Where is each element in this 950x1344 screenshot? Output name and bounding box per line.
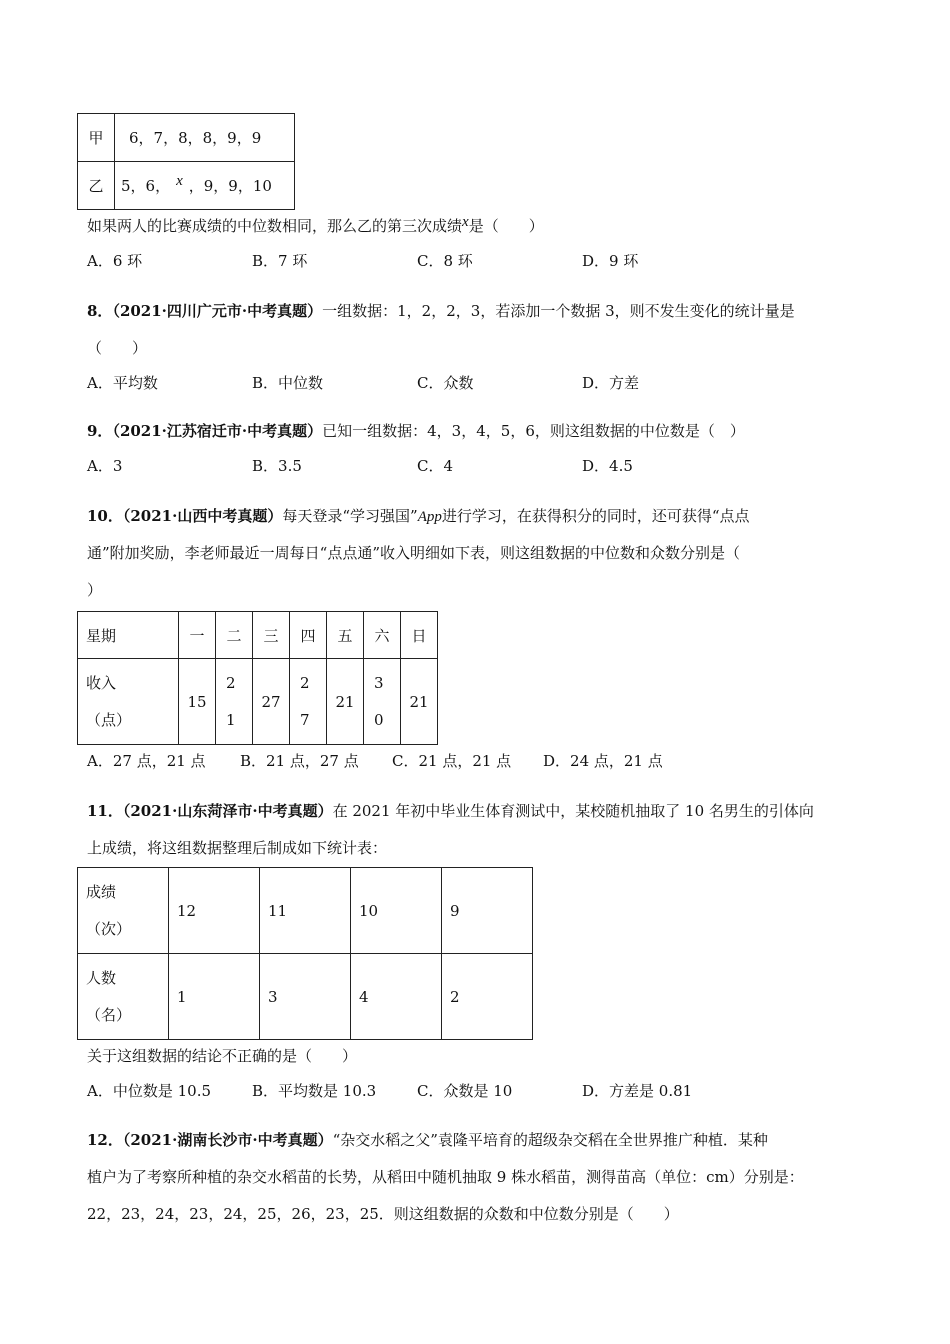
q10-stem-cont: 通”附加奖励，李老师最近一周每日“点点通”收入明细如下表，则这组数据的中位数和众数分别是（ bbox=[87, 544, 741, 562]
q10-income-cell: 15 bbox=[179, 659, 216, 745]
q8-option-c[interactable]: C．众数 bbox=[417, 374, 474, 392]
q11-cell: 10 bbox=[351, 868, 442, 954]
q10-header-cell: 五 bbox=[327, 612, 364, 659]
q7-cell-scores: 5，6， x ，9，9，10 bbox=[115, 162, 295, 210]
q9-option-a[interactable]: A．3 bbox=[87, 457, 123, 475]
q10-header-cell: 星期 bbox=[78, 612, 179, 659]
q10-option-a[interactable]: A．27 点，21 点 bbox=[87, 752, 206, 770]
q11-question: 关于这组数据的结论不正确的是（ ） bbox=[87, 1047, 358, 1065]
q10-header-cell: 三 bbox=[253, 612, 290, 659]
variable-x: x bbox=[462, 214, 469, 230]
q11-cell: 4 bbox=[351, 954, 442, 1040]
q11-option-a[interactable]: A．中位数是 10.5 bbox=[87, 1082, 211, 1100]
q10-option-d[interactable]: D．24 点，21 点 bbox=[543, 752, 663, 770]
q11-cell: 12 bbox=[169, 868, 260, 954]
q12-stem-end: 22，23，24，23，24，25，26，23，25．则这组数据的众数和中位数分别是（ ） bbox=[87, 1205, 679, 1223]
q10-income-table bbox=[77, 611, 438, 745]
q7-cell-name: 甲 bbox=[78, 114, 115, 162]
q10-header-cell: 四 bbox=[290, 612, 327, 659]
q11-row-label: 成绩 （次） bbox=[78, 868, 169, 954]
q10-header-cell: 日 bbox=[401, 612, 438, 659]
q10-header-cell: 一 bbox=[179, 612, 216, 659]
q11-cell: 9 bbox=[442, 868, 533, 954]
q11-cell: 1 bbox=[169, 954, 260, 1040]
q10-option-c[interactable]: C．21 点，21 点 bbox=[392, 752, 512, 770]
q7-option-b[interactable]: B．7 环 bbox=[252, 252, 308, 270]
q11-option-b[interactable]: B．平均数是 10.3 bbox=[252, 1082, 377, 1100]
q10-income-cell: 2 1 bbox=[216, 659, 253, 745]
q10-income-cell: 3 0 bbox=[364, 659, 401, 745]
q7-option-a[interactable]: A．6 环 bbox=[87, 252, 143, 270]
q7-option-c[interactable]: C．8 环 bbox=[417, 252, 473, 270]
q11-pullup-table bbox=[77, 867, 533, 1040]
variable-x: x bbox=[176, 173, 183, 189]
q8-option-a[interactable]: A．平均数 bbox=[87, 374, 158, 392]
q11-stem: 11．（2021·山东菏泽市·中考真题）在 2021 年初中毕业生体育测试中，某校随机抽取了 10 名男生的引体向 bbox=[87, 802, 814, 820]
q10-option-b[interactable]: B．21 点，27 点 bbox=[240, 752, 359, 770]
q10-header-cell: 二 bbox=[216, 612, 253, 659]
q12-stem-cont: 植户为了考察所种植的杂交水稻苗的长势，从稻田中随机抽取 9 株水稻苗，测得苗高（单位：cm）分别是： bbox=[87, 1168, 804, 1186]
q7-cell-scores: 6，7，8，8，9，9 bbox=[115, 114, 295, 162]
q7-stem: 如果两人的比赛成绩的中位数相同，那么乙的第三次成绩x是（ ） bbox=[87, 214, 544, 235]
q11-option-c[interactable]: C．众数是 10 bbox=[417, 1082, 513, 1100]
q9-stem: 9．（2021·江苏宿迁市·中考真题）已知一组数据：4，3，4，5，6，则这组数据的中位数是（ ） bbox=[87, 422, 745, 440]
q11-stem-cont: 上成绩，将这组数据整理后制成如下统计表： bbox=[87, 839, 388, 857]
q11-cell: 11 bbox=[260, 868, 351, 954]
q7-cell-name: 乙 bbox=[78, 162, 115, 210]
q8-option-d[interactable]: D．方差 bbox=[582, 374, 640, 392]
q11-cell: 3 bbox=[260, 954, 351, 1040]
q9-option-d[interactable]: D．4.5 bbox=[582, 457, 633, 475]
q10-stem-end: ） bbox=[87, 581, 103, 599]
q9-option-c[interactable]: C．4 bbox=[417, 457, 454, 475]
q11-cell: 2 bbox=[442, 954, 533, 1040]
q11-row-label: 人数 （名） bbox=[78, 954, 169, 1040]
q10-row-label: 收入 （点） bbox=[78, 659, 179, 745]
q7-option-d[interactable]: D．9 环 bbox=[582, 252, 639, 270]
q7-score-table bbox=[77, 113, 295, 210]
q8-stem-cont: （ ） bbox=[87, 339, 148, 357]
q11-option-d[interactable]: D．方差是 0.81 bbox=[582, 1082, 693, 1100]
q10-header-cell: 六 bbox=[364, 612, 401, 659]
q10-income-cell: 21 bbox=[401, 659, 438, 745]
q10-income-cell: 2 7 bbox=[290, 659, 327, 745]
q8-stem: 8．（2021·四川广元市·中考真题）一组数据：1，2，2，3，若添加一个数据 3，则不发生变化的统计量是 bbox=[87, 302, 795, 320]
q10-stem: 10．（2021·山西中考真题）每天登录“学习强国”App进行学习，在获得积分的同时，还可获得“点点 bbox=[87, 507, 750, 525]
q10-income-cell: 27 bbox=[253, 659, 290, 745]
q8-option-b[interactable]: B．中位数 bbox=[252, 374, 324, 392]
q12-stem: 12．（2021·湖南长沙市·中考真题）“杂交水稻之父”袁隆平培育的超级杂交稻在全世界推广种植．某种 bbox=[87, 1131, 768, 1149]
q9-option-b[interactable]: B．3.5 bbox=[252, 457, 302, 475]
q10-income-cell: 21 bbox=[327, 659, 364, 745]
